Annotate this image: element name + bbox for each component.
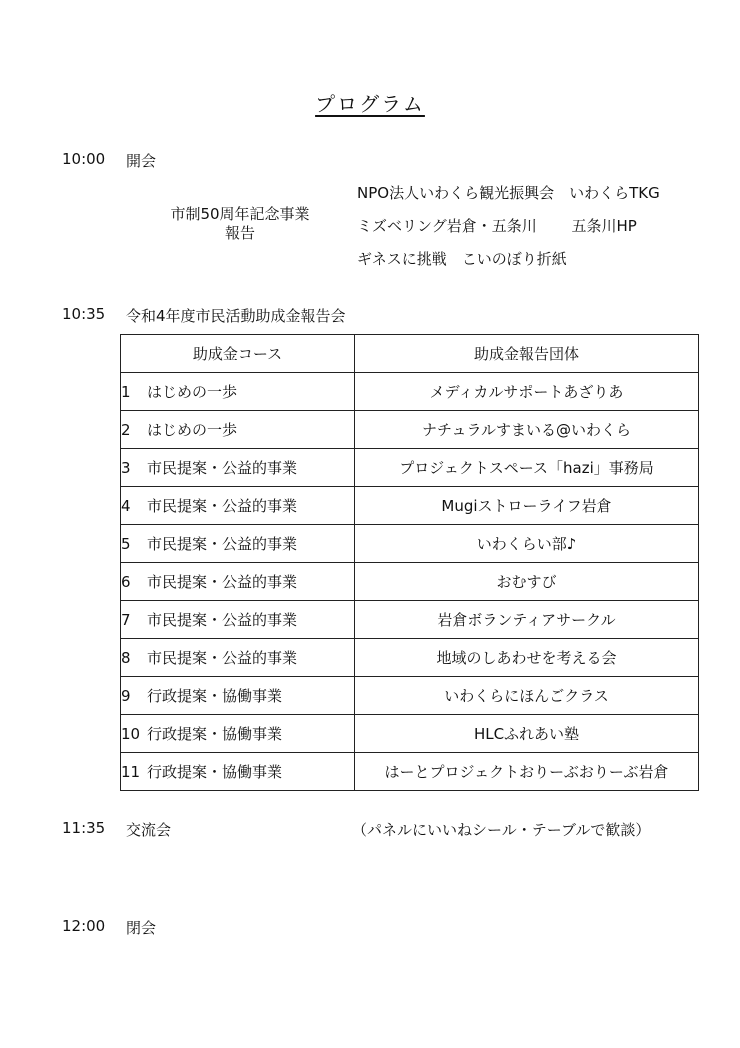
group-cell: おむすび bbox=[355, 563, 699, 601]
course-cell bbox=[121, 411, 355, 449]
table-row bbox=[121, 525, 699, 563]
row-number: 10 bbox=[121, 725, 141, 743]
header-group: 助成金報告団体 bbox=[355, 335, 699, 373]
table-row bbox=[121, 449, 699, 487]
row-number: 3 bbox=[121, 459, 131, 477]
course-cell bbox=[121, 677, 355, 715]
group-cell: プロジェクトスペース「hazi」事務局 bbox=[355, 449, 699, 487]
group-cell: はーとプロジェクトおりーぶおりーぶ岩倉 bbox=[355, 753, 699, 791]
table-row bbox=[121, 373, 699, 411]
course-name: 市民提案・公益的事業 bbox=[147, 459, 298, 477]
course-name: 市民提案・公益的事業 bbox=[147, 535, 298, 553]
group-cell: 地域のしあわせを考える会 bbox=[355, 639, 699, 677]
header-course: 助成金コース bbox=[121, 335, 355, 373]
table-row bbox=[121, 677, 699, 715]
course-name: 市民提案・公益的事業 bbox=[147, 649, 298, 667]
row-number: 8 bbox=[121, 649, 131, 667]
row-number: 7 bbox=[121, 611, 131, 629]
course-name: 行政提案・協働事業 bbox=[147, 725, 283, 743]
group-cell: 岩倉ボランティアサークル bbox=[355, 601, 699, 639]
closing-time: 12:00 bbox=[62, 917, 106, 935]
course-cell bbox=[121, 449, 355, 487]
course-cell bbox=[121, 601, 355, 639]
report-time: 10:35 bbox=[62, 305, 106, 323]
course-cell bbox=[121, 487, 355, 525]
course-cell bbox=[121, 525, 355, 563]
networking-time: 11:35 bbox=[62, 819, 106, 837]
group-cell: メディカルサポートあざりあ bbox=[355, 373, 699, 411]
table-row bbox=[121, 411, 699, 449]
course-name: はじめの一歩 bbox=[147, 421, 238, 439]
row-number: 9 bbox=[121, 687, 131, 705]
group-cell: ナチュラルすまいる@いわくら bbox=[355, 411, 699, 449]
row-number: 5 bbox=[121, 535, 131, 553]
table-row bbox=[121, 753, 699, 791]
anniversary-label-line1: 市制50周年記念事業 bbox=[170, 205, 310, 223]
course-name: 行政提案・協働事業 bbox=[147, 763, 283, 781]
anniversary-item: ミズベリング岩倉・五条川 五条川HP bbox=[357, 217, 637, 235]
course-cell bbox=[121, 715, 355, 753]
course-cell bbox=[121, 639, 355, 677]
group-cell: いわくらにほんごクラス bbox=[355, 677, 699, 715]
group-cell: Mugiストローライフ岩倉 bbox=[355, 487, 699, 525]
report-label: 令和4年度市民活動助成金報告会 bbox=[126, 307, 346, 325]
row-number: 1 bbox=[121, 383, 131, 401]
group-cell: いわくらい部♪ bbox=[355, 525, 699, 563]
grant-table bbox=[120, 334, 699, 791]
opening-label: 開会 bbox=[126, 152, 157, 170]
group-cell: HLCふれあい塾 bbox=[355, 715, 699, 753]
table-row bbox=[121, 487, 699, 525]
course-cell bbox=[121, 563, 355, 601]
row-number: 2 bbox=[121, 421, 131, 439]
course-name: 市民提案・公益的事業 bbox=[147, 573, 298, 591]
table-header-row bbox=[121, 335, 699, 373]
table-row bbox=[121, 639, 699, 677]
course-name: はじめの一歩 bbox=[147, 383, 238, 401]
page-title: プログラム bbox=[315, 92, 425, 116]
table-row bbox=[121, 563, 699, 601]
row-number: 4 bbox=[121, 497, 131, 515]
anniversary-item: NPO法人いわくら観光振興会 いわくらTKG bbox=[357, 184, 660, 202]
course-name: 市民提案・公益的事業 bbox=[147, 497, 298, 515]
networking-label: 交流会 bbox=[126, 821, 172, 839]
networking-note: （パネルにいいねシール・テーブルで歓談） bbox=[352, 821, 651, 839]
table-row bbox=[121, 601, 699, 639]
anniversary-item: ギネスに挑戦 こいのぼり折紙 bbox=[357, 250, 567, 268]
anniversary-label bbox=[150, 205, 330, 243]
course-cell bbox=[121, 753, 355, 791]
row-number: 6 bbox=[121, 573, 131, 591]
anniversary-label-line2: 報告 bbox=[224, 224, 255, 242]
row-number: 11 bbox=[121, 763, 141, 781]
course-cell bbox=[121, 373, 355, 411]
table-row bbox=[121, 715, 699, 753]
course-name: 市民提案・公益的事業 bbox=[147, 611, 298, 629]
opening-time: 10:00 bbox=[62, 150, 106, 168]
course-name: 行政提案・協働事業 bbox=[147, 687, 283, 705]
closing-label: 閉会 bbox=[126, 919, 157, 937]
